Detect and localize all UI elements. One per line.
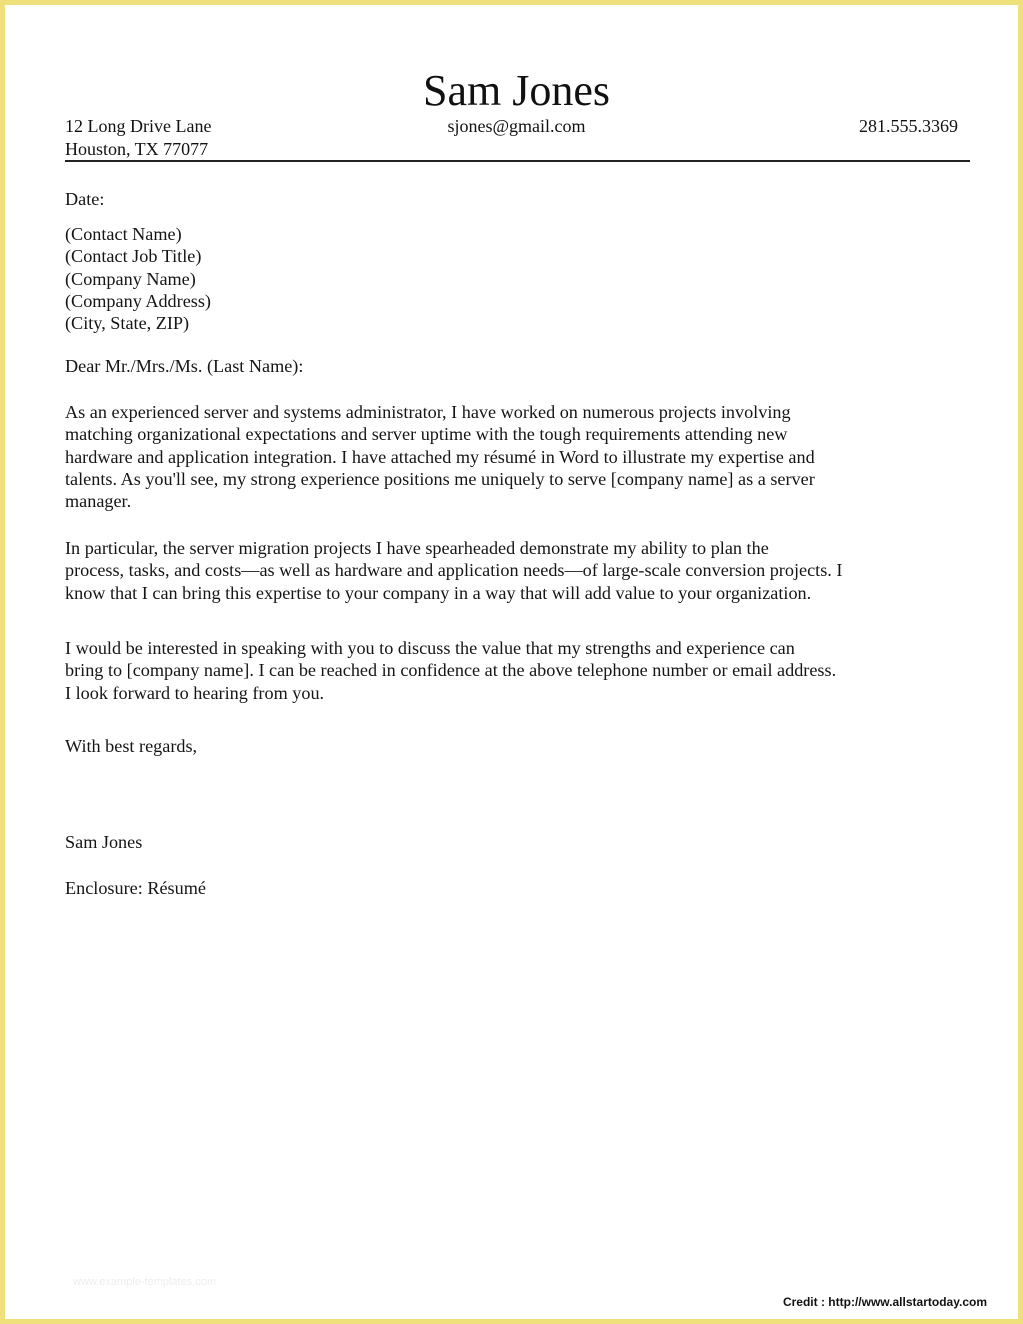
recipient-line: (Contact Job Title) (65, 246, 202, 267)
sender-phone: 281.555.3369 (859, 116, 958, 136)
sender-email: sjones@gmail.com (447, 116, 586, 136)
paragraph-2 (65, 537, 970, 604)
paragraph-line: process, tasks, and costs—as well as hardware and application needs—of large-scale conversion projects. I (65, 560, 843, 581)
recipient-block (65, 223, 970, 334)
sender-name: Sam Jones (423, 66, 610, 115)
paragraph-line: matching organizational expectations and server uptime with the tough requirements attending new (65, 424, 788, 445)
recipient-line: (Company Name) (65, 268, 196, 289)
signature: Sam Jones (65, 832, 143, 852)
faint-watermark: www.example-templates.com (73, 1276, 217, 1288)
paragraph-line: manager. (65, 491, 132, 512)
header-divider (65, 160, 970, 162)
paragraph-line: talents. As you'll see, my strong experience positions me uniquely to serve [company name] as a server (65, 468, 815, 489)
recipient-line: (City, State, ZIP) (65, 313, 190, 334)
address-line-2: Houston, TX 77077 (65, 139, 209, 159)
recipient-line: (Contact Name) (65, 224, 182, 244)
image-credit: Credit : http://www.allstartoday.com (782, 1295, 987, 1309)
date-label: Date: (65, 189, 105, 209)
paragraph-line: hardware and application integration. I have attached my résumé in Word to illustrate my expertise and (65, 446, 815, 467)
paragraph-line: bring to [company name]. I can be reached in confidence at the above telephone number or email address. (65, 660, 837, 681)
enclosure-note: Enclosure: Résumé (65, 878, 206, 898)
paragraph-line: I would be interested in speaking with you to discuss the value that my strengths and experience can (65, 638, 795, 658)
paragraph-line: As an experienced server and systems administrator, I have worked on numerous projects involving (65, 402, 791, 422)
closing: With best regards, (65, 736, 198, 756)
address-line-1: 12 Long Drive Lane (65, 116, 212, 136)
greeting: Dear Mr./Mrs./Ms. (Last Name): (65, 356, 304, 376)
paragraph-line: In particular, the server migration projects I have spearheaded demonstrate my ability to plan the (65, 538, 769, 558)
paragraph-1 (65, 401, 970, 512)
paragraph-line: I look forward to hearing from you. (65, 682, 325, 703)
paragraph-3 (65, 637, 970, 704)
paragraph-line: know that I can bring this expertise to your company in a way that will add value to your organization. (65, 582, 812, 603)
recipient-line: (Company Address) (65, 290, 211, 311)
